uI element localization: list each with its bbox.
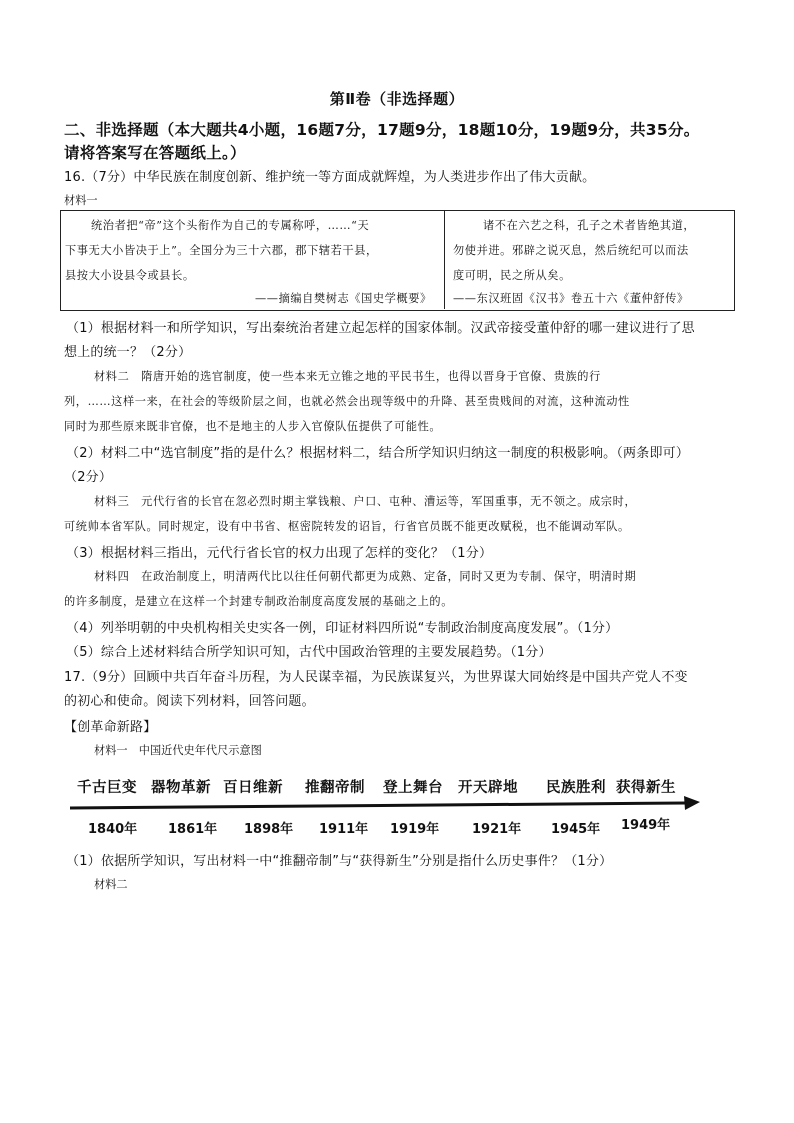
timeline-year-4: 1911年 xyxy=(319,822,369,837)
q16-sub3: （3）根据材料三指出，元代行省长官的权力出现了怎样的变化？（1分） xyxy=(66,546,493,561)
q16-material1-label: 材料一 xyxy=(64,194,98,207)
timeline-year-6: 1921年 xyxy=(472,822,522,837)
m1-right-source: ——东汉班固《汉书》卷五十六《董仲舒传》 xyxy=(453,292,689,305)
timeline-year-2: 1861年 xyxy=(168,822,218,837)
q16-sub1-line2: 想上的统一？（2分） xyxy=(64,345,192,360)
timeline-year-1: 1840年 xyxy=(88,822,138,837)
timeline-event-8: 获得新生 xyxy=(616,780,676,796)
m1-left-line3: 县按大小设县令或县长。 xyxy=(65,269,195,282)
table-divider xyxy=(444,211,445,309)
q16-sub4: （4）列举明朝的中央机构相关史实各一例，印证材料四所说“专制政治制度高度发展”。（1分） xyxy=(66,621,619,636)
timeline-diagram xyxy=(70,770,700,840)
q16-material4-line2: 的许多制度，是建立在这样一个封建专制政治制度高度发展的基础之上的。 xyxy=(64,595,453,608)
q16-sub5: （5）综合上述材料结合所学知识可知，古代中国政治管理的主要发展趋势。（1分） xyxy=(66,645,552,660)
m1-left-line2: 下事无大小皆决于上”。全国分为三十六郡，郡下辖若干县， xyxy=(65,244,378,257)
timeline-event-1: 千古巨变 xyxy=(77,780,137,796)
q16-material2-line2: 列，……这样一来，在社会的等级阶层之间，也就必然会出现等级中的升降、甚至贵贱间的对流，这种流动性 xyxy=(64,395,630,408)
timeline-event-7: 民族胜利 xyxy=(546,780,606,796)
timeline-event-2: 器物革新 xyxy=(151,780,211,796)
page-title: 第Ⅱ卷（非选择题） xyxy=(329,90,465,108)
q16-material1-table xyxy=(60,210,735,311)
q16-sub2-line1: （2）材料二中“选官制度”指的是什么？根据材料二，结合所学知识归纳这一制度的积极影响。（两条即可） xyxy=(66,446,690,461)
timeline-year-5: 1919年 xyxy=(390,822,440,837)
m1-right-line1: 诸不在六艺之科，孔子之术者皆绝其道， xyxy=(483,219,696,232)
q16-material2-line3: 同时为那些原来既非官僚，也不是地主的人步入官僚队伍提供了可能性。 xyxy=(64,420,442,433)
timeline-event-3: 百日维新 xyxy=(223,780,283,796)
q17-section-bracket: 【创革命新路】 xyxy=(64,720,157,735)
timeline-year-7: 1945年 xyxy=(551,822,601,837)
q16-material4-line1: 材料四 在政治制度上，明清两代比以往任何朝代都更为成熟、定备，同时又更为专制、保守，明清时期 xyxy=(94,570,637,583)
timeline-event-5: 登上舞台 xyxy=(383,780,443,796)
q16-intro: 16.（7分）中华民族在制度创新、维护统一等方面成就辉煌，为人类进步作出了伟大贡献。 xyxy=(64,170,596,185)
q17-material1-label: 材料一 中国近代史年代尺示意图 xyxy=(94,744,262,757)
q17-intro-line2: 的初心和使命。阅读下列材料，回答问题。 xyxy=(64,694,315,709)
q17-sub1: （1）依据所学知识，写出材料一中“推翻帝制”与“获得新生”分别是指什么历史事件？（1分） xyxy=(66,854,613,869)
timeline-year-3: 1898年 xyxy=(244,822,294,837)
q16-sub1-line1: （1）根据材料一和所学知识，写出秦统治者建立起怎样的国家体制。汉武帝接受董仲舒的哪一建议进行了思 xyxy=(66,321,695,336)
m1-right-line3: 度可明，民之所从矣。 xyxy=(453,269,571,282)
q16-material3-line2: 可统帅本省军队。同时规定，设有中书省、枢密院转发的诏旨，行省官员既不能更改赋税，也不能调动军队。 xyxy=(64,520,630,533)
q16-material3-line1: 材料三 元代行省的长官在忽必烈时期主掌钱粮、户口、屯种、漕运等，军国重事，无不领之。成宗时， xyxy=(94,495,637,508)
m1-left-source: ——摘编自樊树志《国史学概要》 xyxy=(255,292,432,305)
q16-sub2-line2: （2分） xyxy=(64,470,113,485)
m1-right-line2: 勿使并进。邪辟之说灭息，然后统纪可以而法 xyxy=(453,244,689,257)
timeline-year-8: 1949年 xyxy=(621,818,671,833)
section-heading: 二、非选择题（本大题共4小题，16题7分，17题9分，18题10分，19题9分，共35分。 xyxy=(64,121,700,139)
q16-material2-line1: 材料二 隋唐开始的选官制度，使一些本来无立锥之地的平民书生，也得以晋身于官僚、贵族的行 xyxy=(94,370,601,383)
q17-material2-label: 材料二 xyxy=(94,878,128,891)
q17-intro-line1: 17.（9分）回顾中共百年奋斗历程，为人民谋幸福，为民族谋复兴，为世界谋大同始终是中国共产党人不变 xyxy=(64,670,688,685)
m1-left-line1: 统治者把“帝”这个头衔作为自己的专属称呼，……“天 xyxy=(91,219,370,232)
section-instruction: 请将答案写在答题纸上。） xyxy=(64,144,246,162)
timeline-event-6: 开天辟地 xyxy=(458,780,518,796)
timeline-event-4: 推翻帝制 xyxy=(305,780,365,796)
